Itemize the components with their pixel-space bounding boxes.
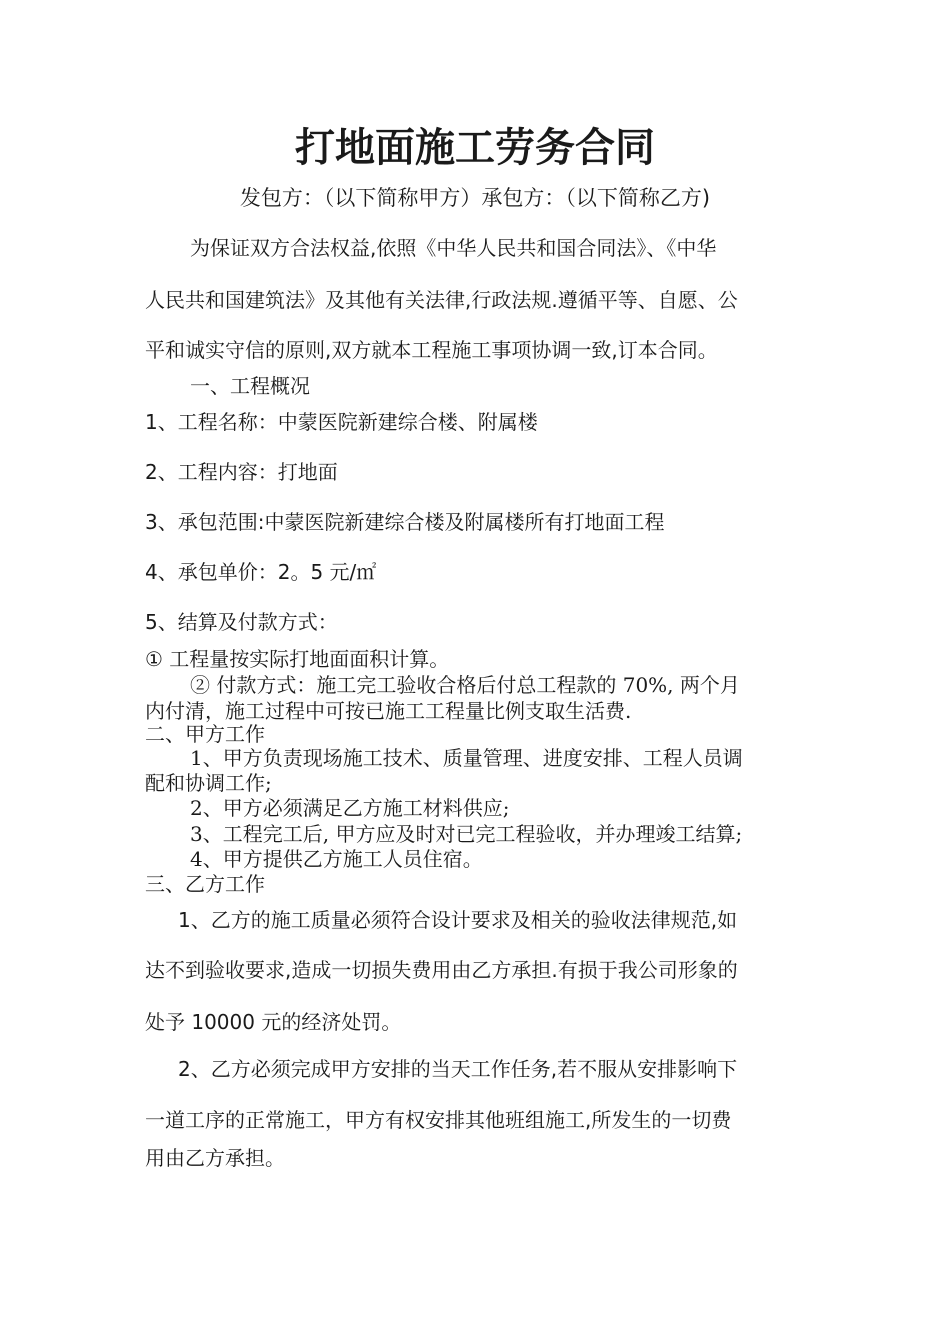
clause-line: 4、甲方提供乙方施工人员住宿。 [190,847,483,871]
payment-line: 内付清，施工过程中可按已施工工程量比例支取生活费. [145,699,632,723]
clause-line: 达不到验收要求,造成一切损失费用由乙方承担.有损于我公司形象的 [145,958,738,982]
clause-line: 一道工序的正常施工，甲方有权安排其他班组施工,所发生的一切费 [145,1108,732,1132]
intro-line: 人民共和国建筑法》及其他有关法律,行政法规.遵循平等、自愿、公 [145,288,738,312]
clause-line: 1、乙方的施工质量必须符合设计要求及相关的验收法律规范,如 [178,908,738,932]
section-heading: 一、工程概况 [190,374,310,398]
list-item: 4、承包单价：2。5 元/㎡ [145,560,377,584]
list-item: 5、结算及付款方式： [145,610,338,634]
clause-line: 配和协调工作; [145,771,272,795]
document-title: 打地面施工劳务合同 [295,124,655,171]
parties-line: 发包方：（以下简称甲方）承包方：（以下简称乙方) [239,186,711,210]
list-item: 1、工程名称：中蒙医院新建综合楼、附属楼 [145,410,538,434]
intro-line: 为保证双方合法权益,依照《中华人民共和国合同法》、《中华 [190,236,717,260]
payment-line: ② 付款方式：施工完工验收合格后付总工程款的 70%, 两个月 [190,673,740,697]
intro-line: 平和诚实守信的原则,双方就本工程施工事项协调一致,订本合同。 [145,338,718,362]
list-item: 2、工程内容：打地面 [145,460,338,484]
clause-line: 处予 10000 元的经济处罚。 [145,1010,402,1034]
clause-line: 1、甲方负责现场施工技术、质量管理、进度安排、工程人员调 [190,746,743,770]
clause-line: 2、乙方必须完成甲方安排的当天工作任务,若不服从安排影响下 [178,1057,738,1081]
payment-line: ① 工程量按实际打地面面积计算。 [145,647,450,671]
clause-line: 3、工程完工后, 甲方应及时对已完工程验收，并办理竣工结算; [190,822,743,846]
list-item: 3、承包范围:中蒙医院新建综合楼及附属楼所有打地面工程 [145,510,665,534]
section-heading: 三、乙方工作 [145,872,265,896]
clause-line: 用由乙方承担。 [145,1146,285,1170]
section-heading: 二、甲方工作 [145,722,265,746]
clause-line: 2、甲方必须满足乙方施工材料供应; [190,796,510,820]
